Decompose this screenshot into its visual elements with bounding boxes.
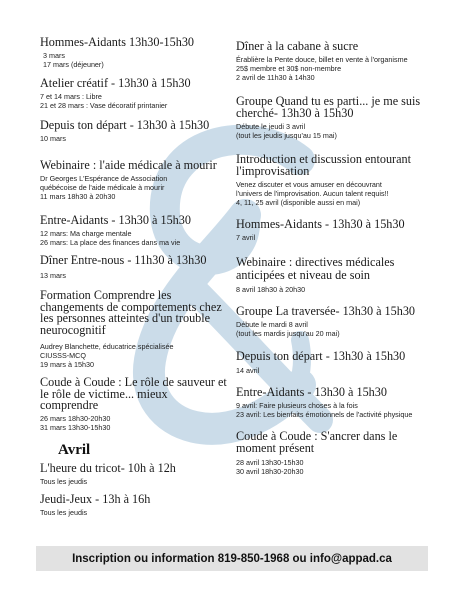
event-title: Entre-Aidants - 13h30 à 15h30 bbox=[236, 385, 387, 399]
event-coude-a-coude-avril bbox=[236, 431, 434, 476]
event-detail: 13 mars bbox=[40, 271, 66, 280]
event-detail: 19 mars à 15h30 bbox=[40, 360, 94, 369]
event-detail: 17 mars (déjeuner) bbox=[43, 60, 104, 69]
event-diner-entre-nous bbox=[40, 254, 228, 280]
event-title: L'heure du tricot- 10h à 12h bbox=[40, 460, 176, 475]
event-detail: Débute le mardi 8 avril bbox=[236, 320, 308, 329]
event-title: Coude à Coude : S'ancrer dans le moment présent bbox=[236, 429, 398, 455]
event-depuis-ton-depart-mars bbox=[40, 119, 228, 143]
event-improvisation bbox=[236, 154, 434, 207]
event-coude-a-coude-mars bbox=[40, 377, 228, 432]
event-detail: 26 mars: La place des finances dans ma vie bbox=[40, 238, 181, 247]
contact-footer-banner bbox=[36, 546, 428, 571]
left-column bbox=[40, 36, 228, 517]
event-detail: Érablière la Pente douce, billet en vente à l'organisme bbox=[236, 55, 408, 64]
event-detail: 12 mars: Ma charge mentale bbox=[40, 229, 132, 238]
event-hommes-aidants-avril bbox=[236, 218, 434, 242]
event-detail: 2 avril de 11h30 à 14h30 bbox=[236, 73, 315, 82]
event-depuis-ton-depart-avril bbox=[236, 350, 434, 375]
event-detail: Dr Georges L'Espérance de Association bbox=[40, 174, 168, 183]
event-detail: québécoise de l'aide médicale à mourir bbox=[40, 183, 165, 192]
event-webinaire-aide-medicale bbox=[40, 159, 228, 201]
event-detail: 26 mars 18h30-20h30 bbox=[40, 413, 111, 423]
event-title: Webinaire : directives médicales anticipées et niveau de soin bbox=[236, 255, 395, 282]
contact-info-text: Inscription ou information 819-850-1968 ou info@appad.ca bbox=[72, 552, 392, 565]
event-title: Hommes-Aidants - 13h30 à 15h30 bbox=[236, 217, 405, 231]
event-detail: 31 mars 13h30-15h30 bbox=[40, 422, 111, 432]
event-title: Entre-Aidants - 13h30 à 15h30 bbox=[40, 213, 191, 227]
event-title: Depuis ton départ - 13h30 à 15h30 bbox=[40, 118, 210, 132]
event-title: Groupe Quand tu es parti... je me suis cherché- 13h30 à 15h30 bbox=[236, 94, 421, 120]
event-atelier-creatif bbox=[40, 77, 228, 110]
event-detail: 14 avril bbox=[236, 366, 260, 375]
event-jeudi-jeux bbox=[40, 493, 228, 517]
event-detail: 3 mars bbox=[43, 51, 65, 60]
event-groupe-quand-tu-es-parti bbox=[236, 96, 434, 140]
event-title: Jeudi-Jeux - 13h à 16h bbox=[40, 491, 151, 506]
event-detail: 11 mars 18h30 à 20h30 bbox=[40, 192, 116, 201]
event-detail: l'univers de l'improvisation. Aucun talent requis!! bbox=[236, 189, 389, 198]
event-title: Dîner Entre-nous - 11h30 à 13h30 bbox=[40, 253, 207, 267]
event-groupe-la-traversee bbox=[236, 305, 434, 338]
event-title: Webinaire : l'aide médicale à mourir bbox=[40, 158, 217, 172]
event-detail: 28 avril 13h30-15h30 bbox=[236, 458, 304, 467]
event-detail: 4, 11, 25 avril (disponible aussi en mai) bbox=[236, 198, 361, 207]
event-detail: (tout les jeudis jusqu'au 15 mai) bbox=[236, 131, 337, 140]
event-detail: CIUSSS-MCQ bbox=[40, 351, 86, 360]
event-detail: 7 avril bbox=[236, 233, 256, 242]
right-column bbox=[236, 40, 434, 476]
event-detail: Venez discuter et vous amuser en découvrant bbox=[236, 180, 382, 189]
event-detail: 23 avril: Les bienfaits émotionnels de l'activité physique bbox=[236, 410, 413, 419]
event-detail: 25$ membre et 30$ non-membre bbox=[236, 64, 342, 73]
event-title: Depuis ton départ - 13h30 à 15h30 bbox=[236, 349, 406, 363]
event-detail: 8 avril 18h30 à 20h30 bbox=[236, 285, 306, 294]
event-title: Hommes-Aidants 13h30-15h30 bbox=[40, 35, 195, 49]
event-diner-cabane-a-sucre bbox=[236, 40, 434, 82]
event-detail: (tout les mardis jusqu'au 20 mai) bbox=[236, 329, 340, 338]
event-title: Groupe La traversée- 13h30 à 15h30 bbox=[236, 304, 416, 318]
event-detail: 10 mars bbox=[40, 134, 66, 143]
event-title: Dîner à la cabane à sucre bbox=[236, 39, 359, 53]
event-detail: 21 et 28 mars : Vase décoratif printanier bbox=[40, 101, 168, 110]
month-heading-avril: Avril bbox=[58, 441, 91, 458]
event-title: Coude à Coude : Le rôle de sauveur et le rôle de victime... mieux comprendre bbox=[40, 375, 227, 412]
event-detail: 30 avril 18h30-20h30 bbox=[236, 467, 304, 476]
event-detail: 7 et 14 mars : Libre bbox=[40, 92, 102, 101]
event-entre-aidants-avril bbox=[236, 386, 434, 419]
event-webinaire-directives bbox=[236, 256, 434, 294]
event-hommes-aidants-mars bbox=[40, 36, 228, 69]
event-title: Atelier créatif - 13h30 à 15h30 bbox=[40, 76, 191, 90]
event-detail: Tous les jeudis bbox=[40, 507, 88, 517]
event-detail: Débute le jeudi 3 avril bbox=[236, 122, 306, 131]
event-detail: 9 avril: Faire plusieurs choses à la fois bbox=[236, 401, 358, 410]
event-detail: Audrey Blanchette, éducatrice spécialisée bbox=[40, 342, 174, 351]
event-formation-neurocognitif bbox=[40, 290, 228, 369]
event-detail: Tous les jeudis bbox=[40, 476, 88, 486]
event-heure-du-tricot bbox=[40, 462, 228, 486]
event-title: Introduction et discussion entourant l'improvisation bbox=[236, 152, 411, 178]
event-title: Formation Comprendre les changements de comportements chez les personnes atteintes d'un trouble neurocognitif bbox=[40, 288, 222, 337]
event-entre-aidants-mars bbox=[40, 214, 228, 247]
